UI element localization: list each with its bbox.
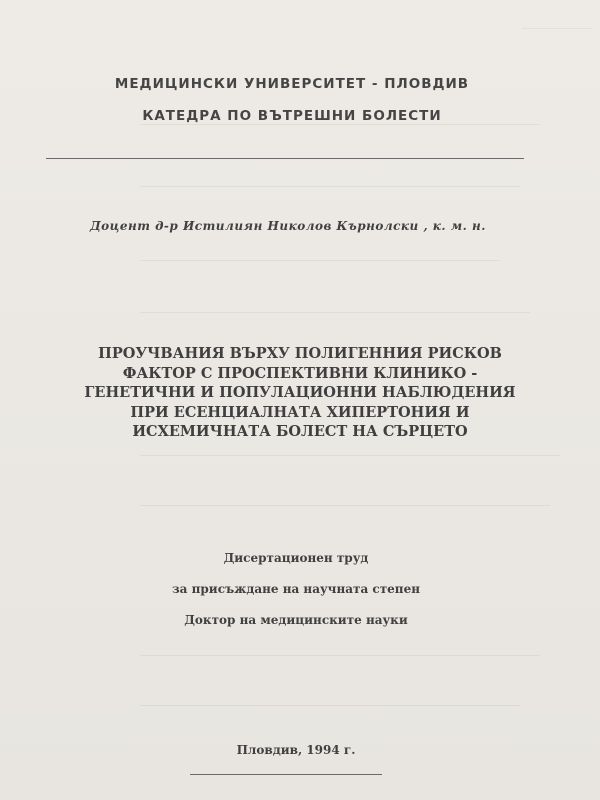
bleed-through-line xyxy=(140,705,520,706)
degree-purpose: за присъждане на научната степен xyxy=(172,582,420,596)
bleed-through-line xyxy=(140,124,540,125)
title-line: ПРОУЧВАНИЯ ВЪРХУ ПОЛИГЕННИЯ РИСКОВ xyxy=(98,345,502,362)
degree-name: Доктор на медицинските науки xyxy=(184,613,408,627)
title-line: ГЕНЕТИЧНИ И ПОПУЛАЦИОННИ НАБЛЮДЕНИЯ xyxy=(84,384,516,401)
title-line: ПРИ ЕСЕНЦИАЛНАТА ХИПЕРТОНИЯ И xyxy=(130,403,470,421)
work-type: Дисертационен труд xyxy=(223,551,369,565)
title-line: ИСХЕМИЧНАТА БОЛЕСТ НА СЪРЦЕТО xyxy=(132,423,468,440)
university-name: МЕДИЦИНСКИ УНИВЕРСИТЕТ - ПЛОВДИВ xyxy=(114,76,470,92)
dissertation-title xyxy=(0,344,600,442)
footer-divider xyxy=(190,774,382,775)
title-line: ФАКТОР С ПРОСПЕКТИВНИ КЛИНИКО - xyxy=(122,364,478,382)
author-line: Доцент д-р Истилиян Николов Кърнолски , к. м. н. xyxy=(90,219,486,233)
bleed-through-line xyxy=(140,505,550,506)
bleed-through-line xyxy=(140,260,500,261)
place-and-date: Пловдив, 1994 г. xyxy=(236,743,356,757)
bleed-through-line xyxy=(140,186,520,187)
bleed-through-line xyxy=(140,455,560,456)
corner-mark xyxy=(522,2,592,29)
bleed-through-line xyxy=(140,655,540,656)
header-divider xyxy=(46,158,524,159)
bleed-through-line xyxy=(140,312,530,313)
department-name: КАТЕДРА ПО ВЪТРЕШНИ БОЛЕСТИ xyxy=(142,108,442,124)
